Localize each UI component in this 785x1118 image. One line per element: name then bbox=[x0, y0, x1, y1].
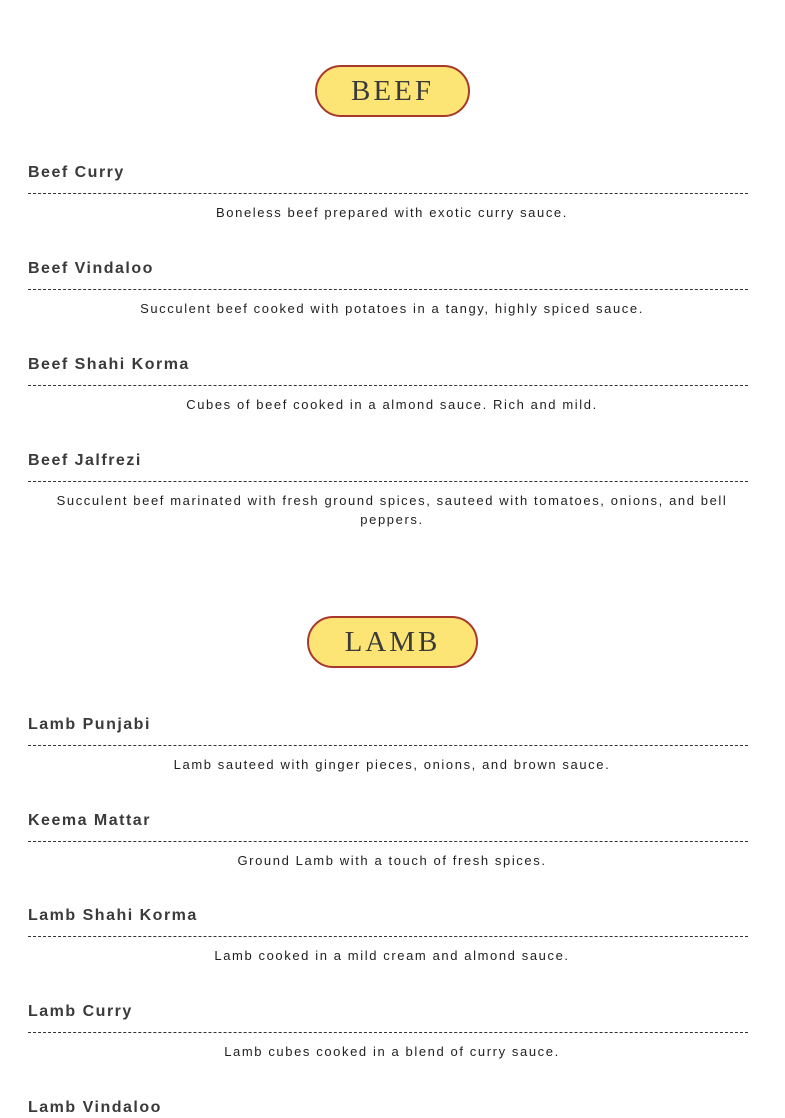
menu-item-name: Lamb Punjabi bbox=[28, 716, 151, 733]
section-title-badge: BEEF bbox=[315, 65, 470, 117]
dashed-divider bbox=[28, 745, 748, 746]
menu-item-name: Beef Curry bbox=[28, 164, 125, 181]
menu-item-name: Lamb Vindaloo bbox=[28, 1099, 162, 1116]
menu-item-name: Beef Shahi Korma bbox=[28, 356, 190, 373]
menu-item bbox=[28, 906, 748, 965]
dashed-divider bbox=[28, 1032, 748, 1033]
menu-item-description: Cubes of beef cooked in a almond sauce. Rich and mild. bbox=[186, 397, 598, 412]
section-header bbox=[0, 65, 785, 117]
section-beef bbox=[0, 65, 785, 117]
dashed-divider bbox=[28, 936, 748, 937]
menu-item-description: Lamb cubes cooked in a blend of curry sauce. bbox=[224, 1044, 560, 1059]
menu-item-description: Boneless beef prepared with exotic curry sauce. bbox=[216, 205, 568, 220]
section-title-badge: LAMB bbox=[307, 616, 479, 668]
menu-item bbox=[28, 259, 748, 318]
menu-item-name: Lamb Shahi Korma bbox=[28, 907, 198, 924]
menu-item bbox=[28, 355, 748, 414]
dashed-divider bbox=[28, 385, 748, 386]
dashed-divider bbox=[28, 289, 748, 290]
menu-item-description: Succulent beef marinated with fresh ground spices, sauteed with tomatoes, onions, and bell peppers. bbox=[56, 493, 728, 527]
dashed-divider bbox=[28, 481, 748, 482]
menu-item bbox=[28, 163, 748, 222]
menu-item bbox=[28, 1002, 748, 1061]
menu-item bbox=[28, 1098, 748, 1116]
menu-item bbox=[28, 451, 748, 529]
menu-item-name: Beef Jalfrezi bbox=[28, 452, 142, 469]
menu-item-description: Ground Lamb with a touch of fresh spices. bbox=[237, 853, 547, 868]
menu-item bbox=[28, 715, 748, 774]
dashed-divider bbox=[28, 841, 748, 842]
dashed-divider bbox=[28, 193, 748, 194]
section-header bbox=[0, 616, 785, 668]
menu-item-name: Beef Vindaloo bbox=[28, 260, 154, 277]
menu-item-description: Lamb sauteed with ginger pieces, onions, and brown sauce. bbox=[173, 757, 611, 772]
menu-item bbox=[28, 811, 748, 870]
menu-item-name: Keema Mattar bbox=[28, 812, 151, 829]
menu-item-name: Lamb Curry bbox=[28, 1003, 133, 1020]
menu-item-description: Lamb cooked in a mild cream and almond sauce. bbox=[214, 948, 570, 963]
menu-item-description: Succulent beef cooked with potatoes in a tangy, highly spiced sauce. bbox=[140, 301, 644, 316]
section-lamb bbox=[0, 616, 785, 668]
